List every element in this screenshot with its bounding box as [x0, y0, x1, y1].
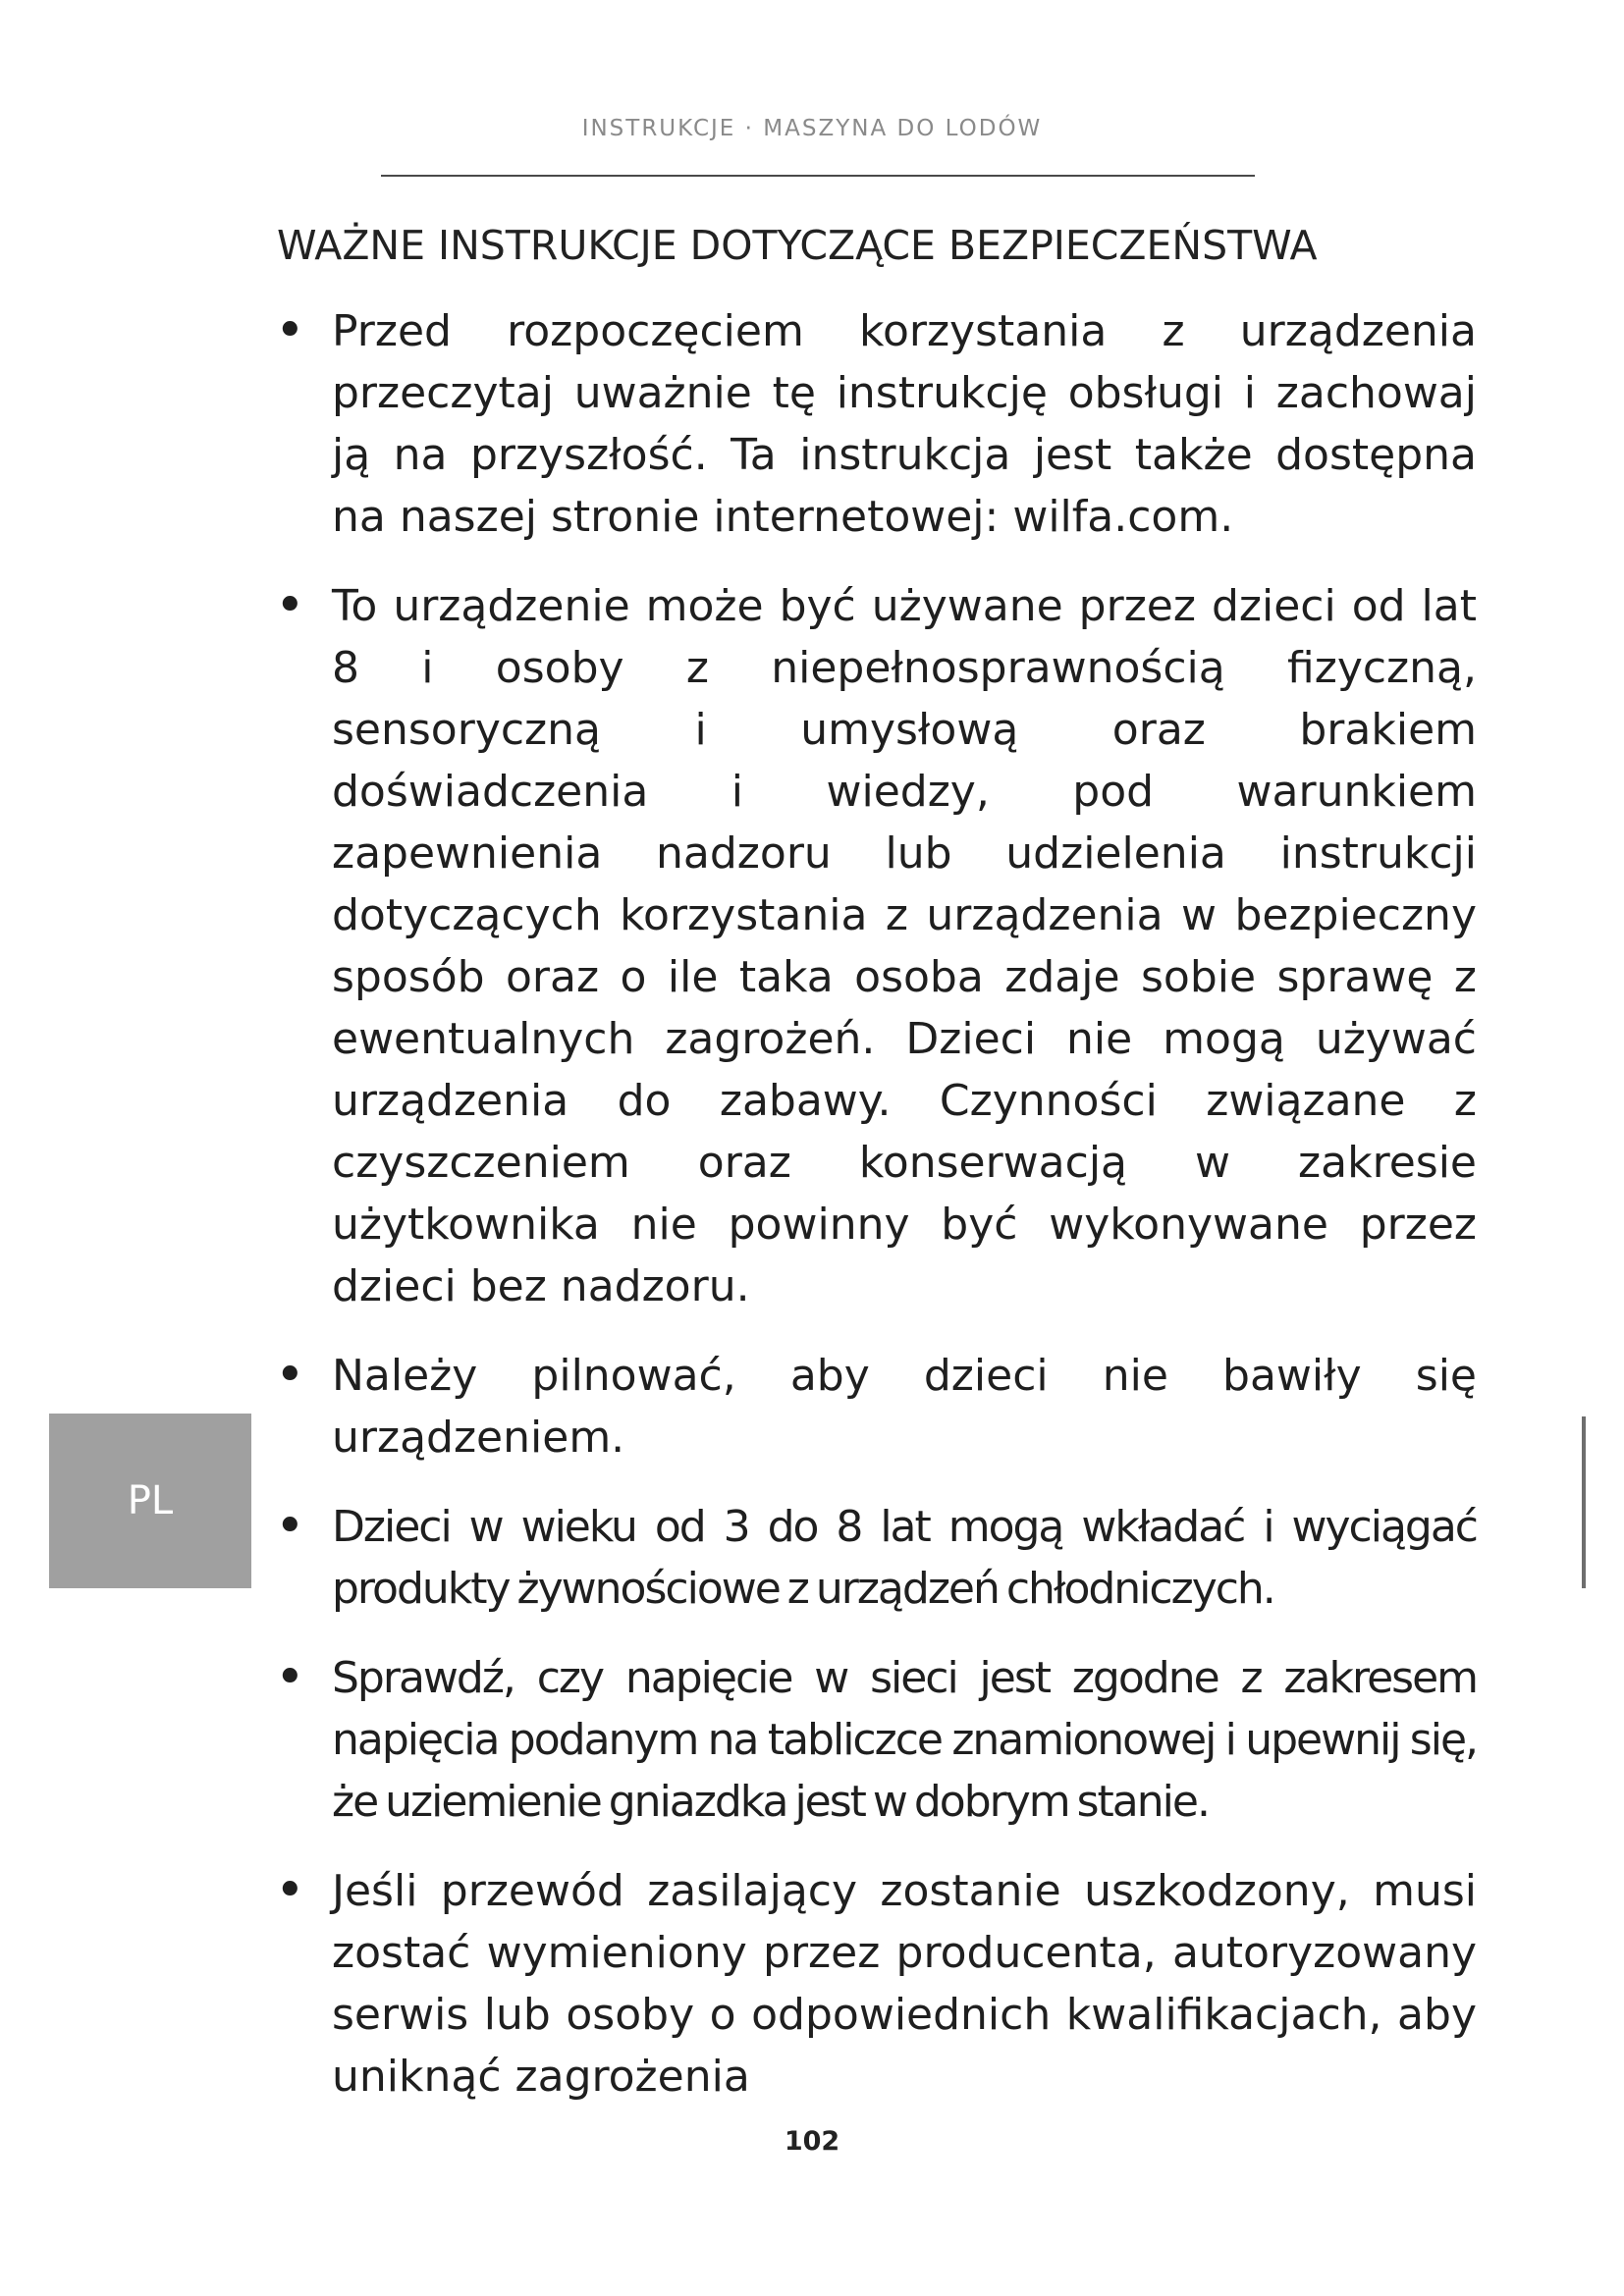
header-divider	[381, 175, 1255, 177]
safety-item-read-manual: • Przed rozpoczęciem korzystania z urządzenia przeczytaj uważnie tę instrukcję obsługi i zachowaj ją na przyszłość. Ta instrukcja jest także dostępna na naszej stronie internetowej: wilfa.com.	[275, 300, 1477, 548]
safety-item-voltage-check: • Sprawdź, czy napięcie w sieci jest zgodne z zakresem napięcia podanym na tabliczce znamionowej i upewnij się, że uziemienie gniazdka jest w dobrym stanie.	[275, 1647, 1477, 1833]
safety-item-children-food: • Dzieci w wieku od 3 do 8 lat mogą wkładać i wyciągać produkty żywnościowe z urządzeń chłodniczych.	[275, 1496, 1477, 1620]
page-number: 102	[784, 2126, 840, 2157]
safety-item-power-cord: • Jeśli przewód zasilający zostanie uszkodzony, musi zostać wymieniony przez producenta, autoryzowany serwis lub osoby o odpowiednich kwalifikacjach, aby uniknąć zagrożenia	[275, 1860, 1477, 2108]
section-title: WAŻNE INSTRUKCJE DOTYCZĄCE BEZPIECZEŃSTWA	[277, 222, 1318, 269]
safety-item-children-supervision: • To urządzenie może być używane przez dzieci od lat 8 i osoby z niepełnosprawnością fizyczną, sensoryczną i umysłową oraz brakiem doświadczenia i wiedzy, pod warunkiem zapewnienia nadzoru lub udzielenia instrukcji dotyczących korzystania z urządzenia w bezpieczny sposób oraz o ile taka osoba zdaje sobie sprawę z ewentualnych zagrożeń. Dzieci nie mogą używać urządzenia do zabawy. Czynności związane z czyszczeniem oraz konserwacją w zakresie użytkownika nie powinny być wykonywane przez dzieci bez nadzoru.	[275, 575, 1477, 1317]
safety-instructions-list	[275, 300, 1477, 2135]
page-edge-marker	[1582, 1416, 1586, 1588]
language-tab-label: PL	[127, 1478, 174, 1523]
safety-item-children-play: • Należy pilnować, aby dzieci nie bawiły się urządzeniem.	[275, 1345, 1477, 1468]
running-header: INSTRUKCJE · MASZYNA DO LODÓW	[581, 116, 1043, 141]
language-tab	[49, 1414, 251, 1588]
